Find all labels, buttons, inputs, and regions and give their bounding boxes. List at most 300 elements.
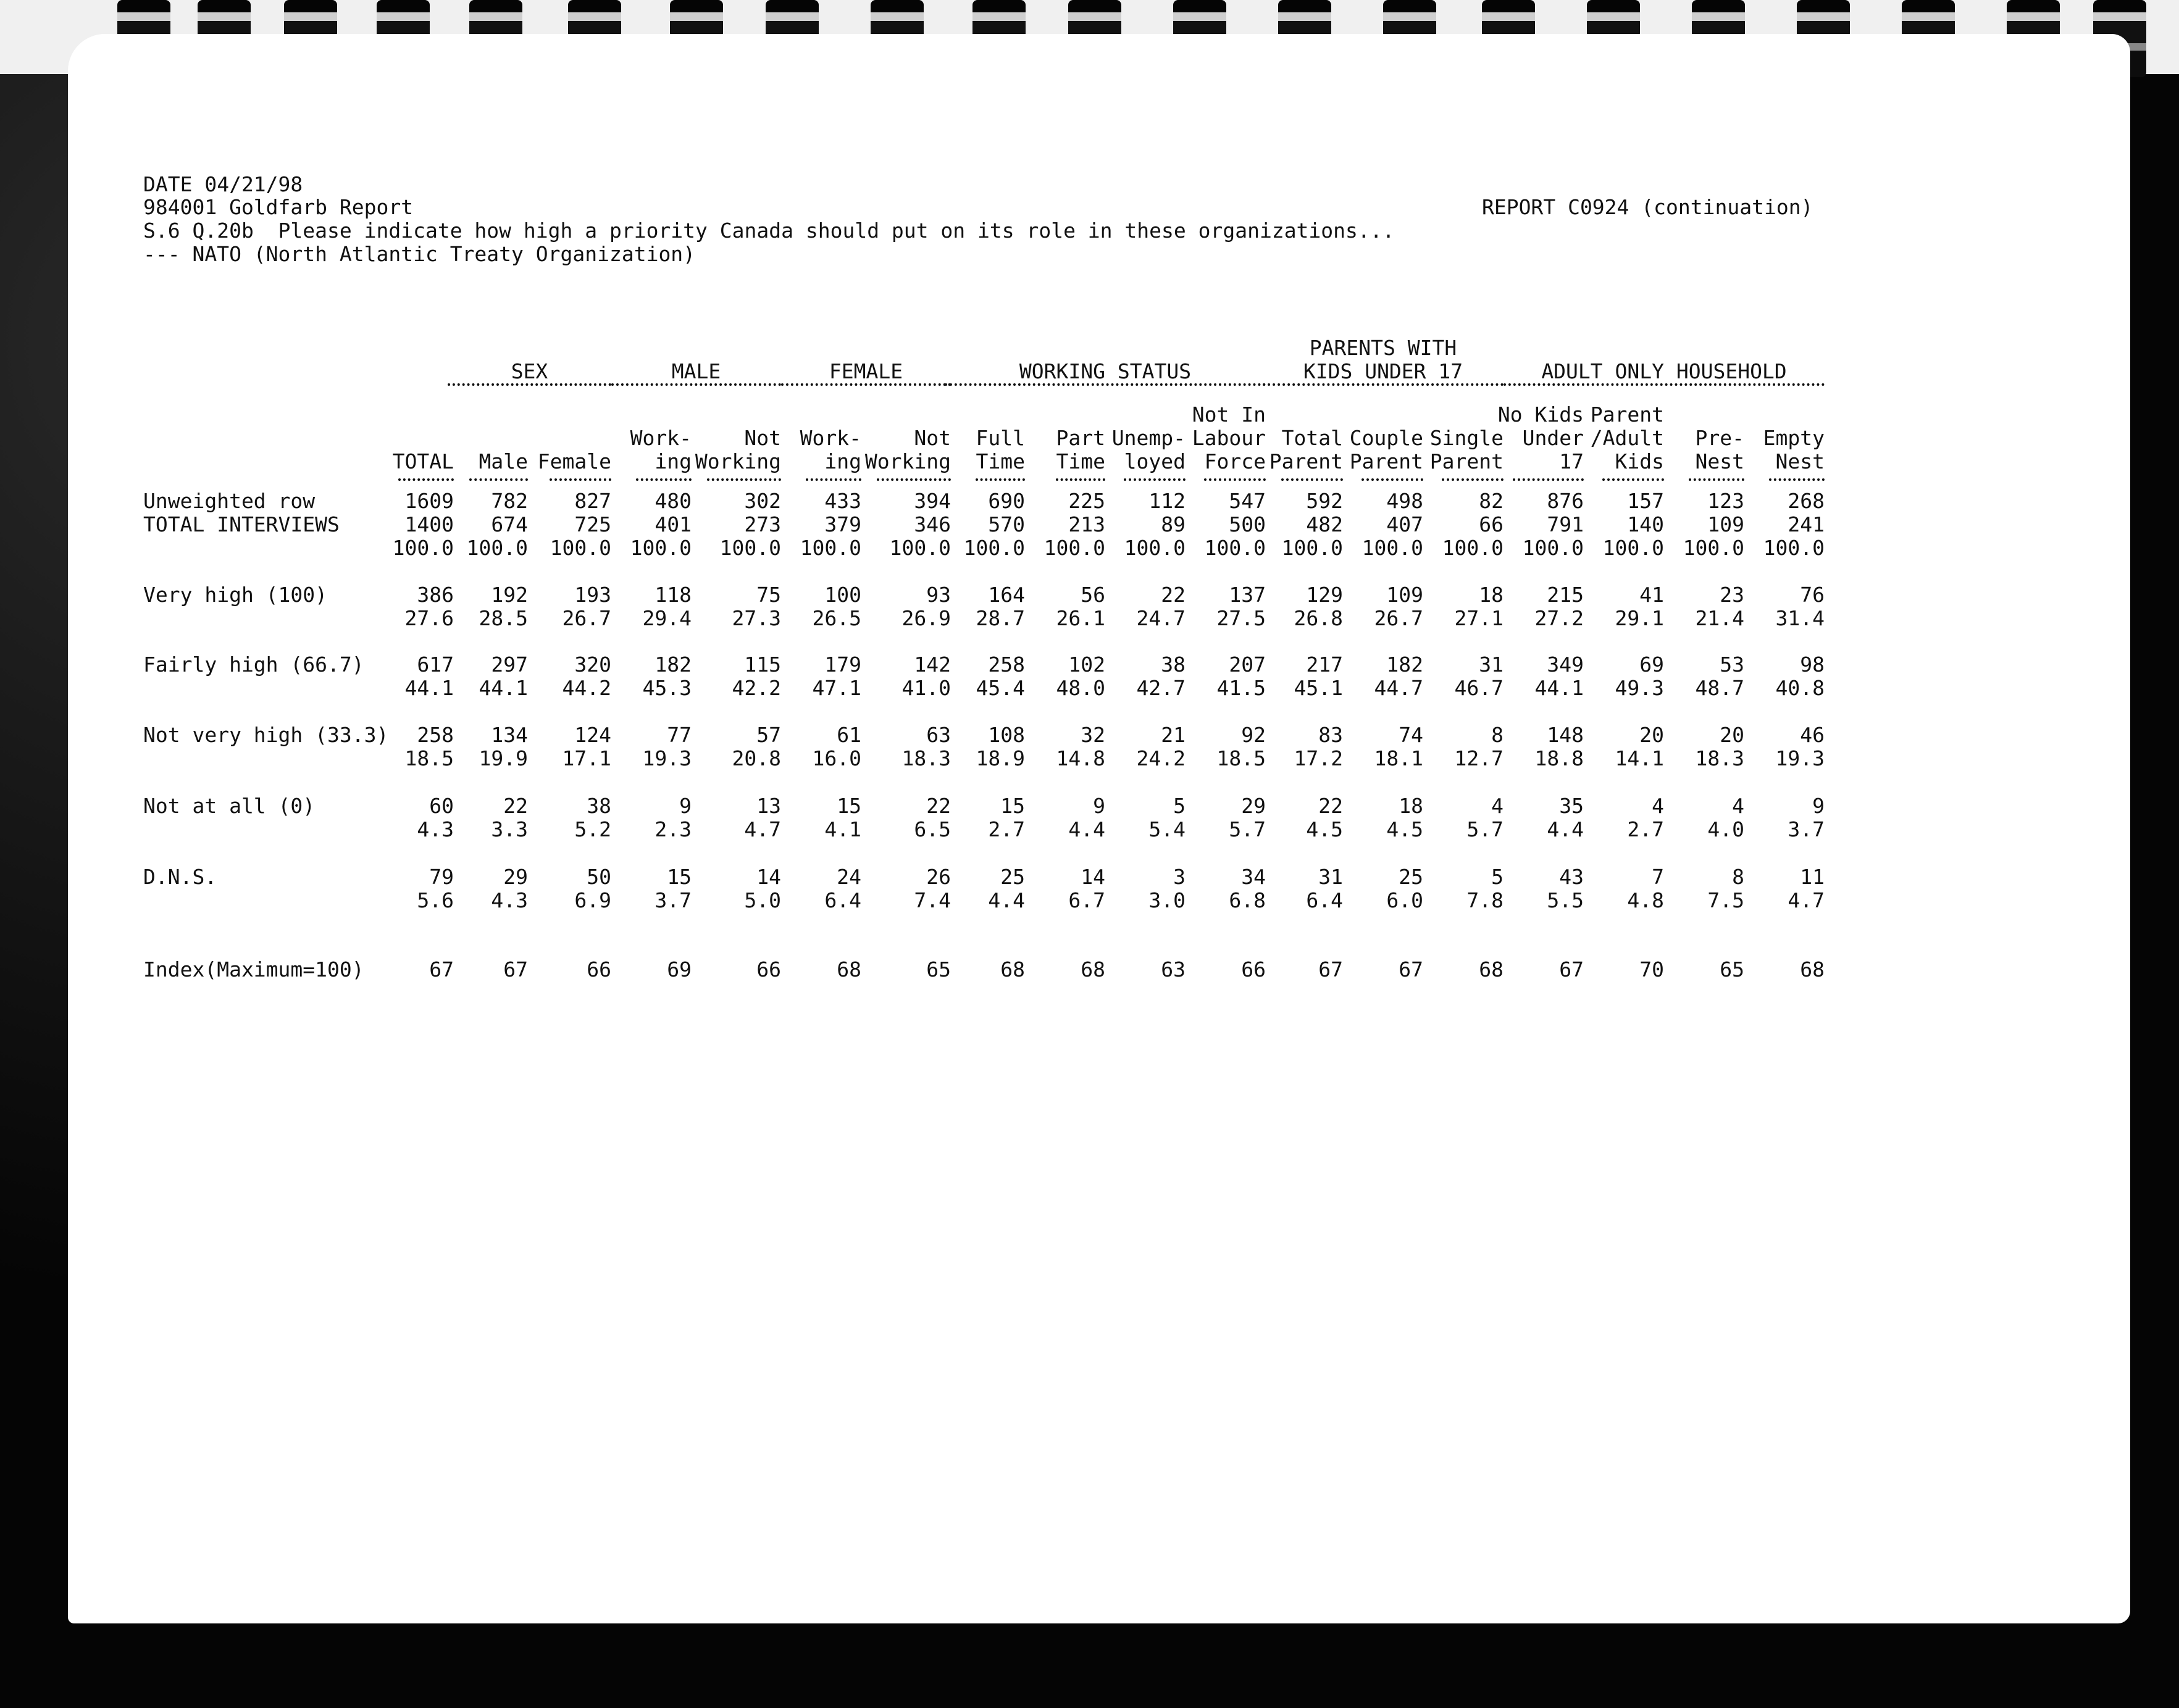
column-header-line: Working bbox=[695, 449, 781, 473]
table-cell: 100.0 bbox=[1361, 536, 1423, 560]
table-cell: 8 bbox=[1732, 865, 1744, 889]
table-cell: 19.9 bbox=[479, 746, 528, 770]
table-cell: 100.0 bbox=[1043, 536, 1105, 560]
table-cell: 27.1 bbox=[1454, 606, 1504, 630]
table-cell: 3 bbox=[1173, 865, 1186, 889]
table-cell: 29.4 bbox=[642, 606, 692, 630]
column-header-line: Full bbox=[976, 426, 1025, 450]
row-label: Not at all (0) bbox=[143, 794, 316, 818]
question-subject: --- NATO (North Atlantic Treaty Organization) bbox=[143, 242, 696, 266]
table-cell: 9 bbox=[679, 794, 692, 818]
table-cell: 9 bbox=[1812, 794, 1825, 818]
table-cell: 100.0 bbox=[550, 536, 611, 560]
table-cell: 4.7 bbox=[1788, 888, 1825, 912]
table-cell: 22 bbox=[926, 794, 951, 818]
table-cell: 394 bbox=[914, 489, 951, 513]
table-cell: 6.9 bbox=[574, 888, 611, 912]
table-cell: 26 bbox=[926, 865, 951, 889]
column-divider bbox=[1769, 478, 1825, 481]
table-cell: 61 bbox=[837, 723, 861, 747]
column-header bbox=[1732, 427, 1825, 473]
table-cell: 67 bbox=[1399, 957, 1423, 981]
column-header bbox=[1491, 403, 1584, 473]
table-cell: 241 bbox=[1788, 512, 1825, 536]
table-cell: 44.7 bbox=[1374, 676, 1423, 700]
column-group-label: FEMALE bbox=[829, 359, 903, 383]
table-cell: 23 bbox=[1720, 583, 1744, 607]
table-cell: 83 bbox=[1318, 723, 1343, 747]
table-cell: 15 bbox=[1000, 794, 1025, 818]
table-cell: 4.3 bbox=[417, 817, 454, 841]
table-cell: 70 bbox=[1639, 957, 1664, 981]
table-cell: 14 bbox=[756, 865, 781, 889]
column-header-line: Work- bbox=[800, 426, 861, 450]
table-cell: 100.0 bbox=[889, 536, 951, 560]
table-cell: 674 bbox=[491, 512, 528, 536]
table-cell: 273 bbox=[744, 512, 781, 536]
table-cell: 4.0 bbox=[1707, 817, 1744, 841]
table-cell: 258 bbox=[417, 723, 454, 747]
table-cell: 12.7 bbox=[1454, 746, 1504, 770]
table-cell: 41.0 bbox=[901, 676, 951, 700]
column-header-line: 17 bbox=[1559, 449, 1584, 473]
column-header bbox=[435, 450, 528, 473]
table-cell: 6.8 bbox=[1229, 888, 1266, 912]
table-cell: 134 bbox=[491, 723, 528, 747]
table-cell: 592 bbox=[1306, 489, 1343, 513]
table-cell: 164 bbox=[988, 583, 1025, 607]
table-cell: 44.2 bbox=[562, 676, 611, 700]
column-group-label: ADULT ONLY HOUSEHOLD bbox=[1541, 359, 1787, 383]
table-cell: 67 bbox=[1559, 957, 1584, 981]
table-cell: 4.7 bbox=[744, 817, 781, 841]
table-cell: 41 bbox=[1639, 583, 1664, 607]
table-cell: 74 bbox=[1399, 723, 1423, 747]
group-divider bbox=[1263, 383, 1504, 386]
table-cell: 108 bbox=[988, 723, 1025, 747]
table-cell: 29 bbox=[503, 865, 528, 889]
table-cell: 725 bbox=[574, 512, 611, 536]
table-cell: 66 bbox=[587, 957, 611, 981]
table-cell: 182 bbox=[1386, 652, 1423, 677]
column-header-line: ing bbox=[655, 449, 692, 473]
table-cell: 20.8 bbox=[732, 746, 781, 770]
table-cell: 75 bbox=[756, 583, 781, 607]
table-cell: 5.7 bbox=[1466, 817, 1504, 841]
table-cell: 13 bbox=[756, 794, 781, 818]
table-cell: 7.4 bbox=[914, 888, 951, 912]
table-cell: 15 bbox=[667, 865, 692, 889]
table-cell: 89 bbox=[1161, 512, 1186, 536]
table-cell: 15 bbox=[837, 794, 861, 818]
column-group-label: PARENTS WITH KIDS UNDER 17 bbox=[1303, 336, 1463, 383]
column-header-line: Under bbox=[1522, 426, 1584, 450]
table-cell: 9 bbox=[1093, 794, 1105, 818]
table-cell: 40.8 bbox=[1775, 676, 1825, 700]
row-label: Unweighted row bbox=[143, 489, 316, 513]
table-cell: 18.5 bbox=[404, 746, 454, 770]
table-cell: 19.3 bbox=[642, 746, 692, 770]
column-header-line: Not bbox=[744, 426, 781, 450]
table-cell: 92 bbox=[1241, 723, 1266, 747]
table-cell: 67 bbox=[1318, 957, 1343, 981]
table-cell: 25 bbox=[1399, 865, 1423, 889]
group-divider bbox=[945, 383, 1266, 386]
column-header-line: /Adult bbox=[1590, 426, 1664, 450]
table-cell: 21 bbox=[1161, 723, 1186, 747]
table-cell: 2.7 bbox=[1627, 817, 1664, 841]
table-cell: 4.1 bbox=[824, 817, 861, 841]
table-cell: 480 bbox=[655, 489, 692, 513]
row-label: D.N.S. bbox=[143, 865, 217, 889]
table-cell: 100.0 bbox=[963, 536, 1025, 560]
table-cell: 225 bbox=[1068, 489, 1105, 513]
table-cell: 68 bbox=[1800, 957, 1825, 981]
table-cell: 7.8 bbox=[1466, 888, 1504, 912]
table-cell: 112 bbox=[1148, 489, 1186, 513]
table-cell: 24 bbox=[837, 865, 861, 889]
column-header-line: Female bbox=[537, 449, 611, 473]
table-cell: 5.4 bbox=[1148, 817, 1186, 841]
table-cell: 38 bbox=[587, 794, 611, 818]
table-cell: 21.4 bbox=[1695, 606, 1744, 630]
table-cell: 18.1 bbox=[1374, 746, 1423, 770]
column-header bbox=[1093, 427, 1186, 473]
table-cell: 6.4 bbox=[1306, 888, 1343, 912]
table-cell: 47.1 bbox=[812, 676, 861, 700]
table-cell: 41.5 bbox=[1216, 676, 1266, 700]
column-header-line: Parent bbox=[1349, 449, 1423, 473]
table-cell: 68 bbox=[1000, 957, 1025, 981]
table-cell: 3.0 bbox=[1148, 888, 1186, 912]
table-cell: 498 bbox=[1386, 489, 1423, 513]
table-cell: 827 bbox=[574, 489, 611, 513]
column-header bbox=[688, 427, 781, 473]
table-cell: 28.5 bbox=[479, 606, 528, 630]
column-divider bbox=[1204, 478, 1266, 481]
column-divider bbox=[806, 478, 861, 481]
table-cell: 42.7 bbox=[1136, 676, 1186, 700]
column-header-line: Kids bbox=[1615, 449, 1664, 473]
group-divider bbox=[1504, 383, 1825, 386]
row-label: Very high (100) bbox=[143, 583, 328, 607]
table-cell: 32 bbox=[1081, 723, 1105, 747]
table-cell: 31 bbox=[1479, 652, 1504, 677]
column-group-label: WORKING STATUS bbox=[1019, 359, 1192, 383]
table-cell: 482 bbox=[1306, 512, 1343, 536]
table-cell: 60 bbox=[429, 794, 454, 818]
table-cell: 137 bbox=[1229, 583, 1266, 607]
question-text: S.6 Q.20b Please indicate how high a priority Canada should put on its role in these organizations... bbox=[143, 219, 1395, 243]
column-divider bbox=[707, 478, 781, 481]
row-label: Index(Maximum=100) bbox=[143, 957, 364, 981]
table-cell: 18.3 bbox=[1695, 746, 1744, 770]
column-header-line: Nest bbox=[1775, 449, 1825, 473]
table-cell: 570 bbox=[988, 512, 1025, 536]
column-header-line: Nest bbox=[1695, 449, 1744, 473]
column-header-line: Time bbox=[976, 449, 1025, 473]
table-cell: 45.4 bbox=[976, 676, 1025, 700]
table-cell: 4.4 bbox=[1547, 817, 1584, 841]
table-cell: 3.7 bbox=[1788, 817, 1825, 841]
column-header bbox=[769, 427, 861, 473]
table-cell: 5.5 bbox=[1547, 888, 1584, 912]
table-cell: 17.2 bbox=[1294, 746, 1343, 770]
table-cell: 44.1 bbox=[1534, 676, 1584, 700]
table-cell: 20 bbox=[1720, 723, 1744, 747]
table-cell: 123 bbox=[1707, 489, 1744, 513]
table-cell: 3.7 bbox=[655, 888, 692, 912]
column-divider bbox=[469, 478, 528, 481]
table-cell: 4 bbox=[1491, 794, 1504, 818]
table-cell: 7 bbox=[1652, 865, 1664, 889]
table-cell: 26.1 bbox=[1056, 606, 1105, 630]
table-cell: 93 bbox=[926, 583, 951, 607]
column-header-line: Force bbox=[1204, 449, 1266, 473]
row-label: TOTAL INTERVIEWS bbox=[143, 512, 340, 536]
table-cell: 4.3 bbox=[491, 888, 528, 912]
table-cell: 100.0 bbox=[1204, 536, 1266, 560]
table-cell: 100.0 bbox=[800, 536, 861, 560]
table-cell: 25 bbox=[1000, 865, 1025, 889]
table-cell: 18 bbox=[1399, 794, 1423, 818]
group-divider bbox=[611, 383, 781, 386]
column-header-line: Total bbox=[1281, 426, 1343, 450]
table-cell: 782 bbox=[491, 489, 528, 513]
table-cell: 42.2 bbox=[732, 676, 781, 700]
table-cell: 4.8 bbox=[1627, 888, 1664, 912]
table-cell: 46.7 bbox=[1454, 676, 1504, 700]
table-cell: 53 bbox=[1720, 652, 1744, 677]
table-cell: 690 bbox=[988, 489, 1025, 513]
table-cell: 63 bbox=[926, 723, 951, 747]
column-group-label: MALE bbox=[671, 359, 721, 383]
table-cell: 56 bbox=[1081, 583, 1105, 607]
column-header bbox=[599, 427, 692, 473]
table-cell: 5.6 bbox=[417, 888, 454, 912]
group-divider bbox=[781, 383, 951, 386]
table-cell: 66 bbox=[1479, 512, 1504, 536]
table-cell: 27.2 bbox=[1534, 606, 1584, 630]
table-cell: 217 bbox=[1306, 652, 1343, 677]
column-divider bbox=[976, 478, 1025, 481]
table-cell: 791 bbox=[1547, 512, 1584, 536]
table-cell: 4.5 bbox=[1386, 817, 1423, 841]
table-cell: 38 bbox=[1161, 652, 1186, 677]
table-cell: 77 bbox=[667, 723, 692, 747]
row-label: Fairly high (66.7) bbox=[143, 652, 364, 677]
table-cell: 45.1 bbox=[1294, 676, 1343, 700]
table-cell: 65 bbox=[1720, 957, 1744, 981]
table-cell: 34 bbox=[1241, 865, 1266, 889]
table-cell: 24.7 bbox=[1136, 606, 1186, 630]
table-cell: 27.5 bbox=[1216, 606, 1266, 630]
table-cell: 26.7 bbox=[562, 606, 611, 630]
table-cell: 100.0 bbox=[1522, 536, 1584, 560]
column-divider bbox=[550, 478, 611, 481]
table-cell: 69 bbox=[1639, 652, 1664, 677]
table-cell: 17.1 bbox=[562, 746, 611, 770]
table-cell: 148 bbox=[1547, 723, 1584, 747]
table-cell: 28.7 bbox=[976, 606, 1025, 630]
table-cell: 2.7 bbox=[988, 817, 1025, 841]
column-header bbox=[1013, 427, 1105, 473]
table-cell: 617 bbox=[417, 652, 454, 677]
table-cell: 3.3 bbox=[491, 817, 528, 841]
table-cell: 124 bbox=[574, 723, 611, 747]
table-cell: 129 bbox=[1306, 583, 1343, 607]
column-divider bbox=[398, 478, 454, 481]
table-cell: 100.0 bbox=[392, 536, 454, 560]
column-header-line: Not In bbox=[1192, 402, 1266, 427]
column-group-label: SEX bbox=[511, 359, 548, 383]
table-cell: 35 bbox=[1559, 794, 1584, 818]
table-cell: 379 bbox=[824, 512, 861, 536]
table-cell: 547 bbox=[1229, 489, 1266, 513]
table-cell: 100.0 bbox=[1442, 536, 1504, 560]
table-cell: 100.0 bbox=[1124, 536, 1186, 560]
table-cell: 69 bbox=[667, 957, 692, 981]
column-header-line: Working bbox=[864, 449, 951, 473]
column-header-line: Male bbox=[479, 449, 528, 473]
table-cell: 67 bbox=[503, 957, 528, 981]
table-cell: 258 bbox=[988, 652, 1025, 677]
table-cell: 68 bbox=[1479, 957, 1504, 981]
table-cell: 44.1 bbox=[479, 676, 528, 700]
table-cell: 57 bbox=[756, 723, 781, 747]
table-cell: 5 bbox=[1491, 865, 1504, 889]
table-cell: 22 bbox=[503, 794, 528, 818]
table-cell: 26.8 bbox=[1294, 606, 1343, 630]
table-cell: 29 bbox=[1241, 794, 1266, 818]
column-divider bbox=[1056, 478, 1105, 481]
table-cell: 157 bbox=[1627, 489, 1664, 513]
table-cell: 22 bbox=[1318, 794, 1343, 818]
table-cell: 27.3 bbox=[732, 606, 781, 630]
table-cell: 6.4 bbox=[824, 888, 861, 912]
table-cell: 109 bbox=[1386, 583, 1423, 607]
column-divider bbox=[877, 478, 951, 481]
column-header-line: Unemp- bbox=[1111, 426, 1186, 450]
table-cell: 140 bbox=[1627, 512, 1664, 536]
table-cell: 11 bbox=[1800, 865, 1825, 889]
column-divider bbox=[1602, 478, 1664, 481]
table-cell: 433 bbox=[824, 489, 861, 513]
table-cell: 4 bbox=[1652, 794, 1664, 818]
report-name: 984001 Goldfarb Report bbox=[143, 195, 414, 219]
column-header-line: Labour bbox=[1192, 426, 1266, 450]
table-cell: 18.5 bbox=[1216, 746, 1266, 770]
table-cell: 193 bbox=[574, 583, 611, 607]
table-cell: 4.4 bbox=[988, 888, 1025, 912]
table-cell: 49.3 bbox=[1615, 676, 1664, 700]
report-page bbox=[68, 34, 2130, 1623]
table-cell: 26.7 bbox=[1374, 606, 1423, 630]
table-cell: 213 bbox=[1068, 512, 1105, 536]
table-cell: 18.9 bbox=[976, 746, 1025, 770]
table-cell: 44.1 bbox=[404, 676, 454, 700]
table-cell: 68 bbox=[1081, 957, 1105, 981]
table-cell: 66 bbox=[756, 957, 781, 981]
table-cell: 27.6 bbox=[404, 606, 454, 630]
table-cell: 100.0 bbox=[630, 536, 692, 560]
row-label: Not very high (33.3) bbox=[143, 723, 389, 747]
table-cell: 102 bbox=[1068, 652, 1105, 677]
table-cell: 18.8 bbox=[1534, 746, 1584, 770]
table-cell: 215 bbox=[1547, 583, 1584, 607]
table-cell: 207 bbox=[1229, 652, 1266, 677]
column-header bbox=[1652, 427, 1744, 473]
table-cell: 43 bbox=[1559, 865, 1584, 889]
table-cell: 6.0 bbox=[1386, 888, 1423, 912]
table-cell: 302 bbox=[744, 489, 781, 513]
table-cell: 26.5 bbox=[812, 606, 861, 630]
table-cell: 115 bbox=[744, 652, 781, 677]
column-header bbox=[1331, 427, 1423, 473]
table-cell: 407 bbox=[1386, 512, 1423, 536]
table-cell: 100.0 bbox=[466, 536, 528, 560]
table-cell: 1400 bbox=[404, 512, 454, 536]
column-header-line: No Kids bbox=[1497, 402, 1584, 427]
column-header-line: Time bbox=[1056, 449, 1105, 473]
table-cell: 179 bbox=[824, 652, 861, 677]
column-divider bbox=[636, 478, 692, 481]
table-cell: 5 bbox=[1173, 794, 1186, 818]
table-cell: 401 bbox=[655, 512, 692, 536]
table-cell: 7.5 bbox=[1707, 888, 1744, 912]
table-cell: 67 bbox=[429, 957, 454, 981]
column-header-line: Parent bbox=[1590, 402, 1664, 427]
column-header bbox=[1571, 403, 1664, 473]
table-cell: 8 bbox=[1491, 723, 1504, 747]
column-header-line: Couple bbox=[1349, 426, 1423, 450]
table-cell: 142 bbox=[914, 652, 951, 677]
table-cell: 109 bbox=[1707, 512, 1744, 536]
table-cell: 4.5 bbox=[1306, 817, 1343, 841]
table-cell: 48.0 bbox=[1056, 676, 1105, 700]
table-cell: 5.2 bbox=[574, 817, 611, 841]
table-cell: 118 bbox=[655, 583, 692, 607]
table-cell: 22 bbox=[1161, 583, 1186, 607]
table-cell: 4 bbox=[1732, 794, 1744, 818]
table-cell: 320 bbox=[574, 652, 611, 677]
column-header-line: Work- bbox=[630, 426, 692, 450]
column-header bbox=[1411, 427, 1504, 473]
table-cell: 98 bbox=[1800, 652, 1825, 677]
table-cell: 14 bbox=[1081, 865, 1105, 889]
report-id: REPORT C0924 (continuation) bbox=[1482, 195, 1813, 219]
table-cell: 5.0 bbox=[744, 888, 781, 912]
column-header-line: Single bbox=[1429, 426, 1504, 450]
table-cell: 16.0 bbox=[812, 746, 861, 770]
table-cell: 386 bbox=[417, 583, 454, 607]
table-cell: 6.5 bbox=[914, 817, 951, 841]
table-cell: 100 bbox=[824, 583, 861, 607]
table-cell: 18 bbox=[1479, 583, 1504, 607]
column-header-line: TOTAL bbox=[392, 449, 454, 473]
column-divider bbox=[1281, 478, 1343, 481]
group-divider bbox=[448, 383, 611, 386]
table-cell: 24.2 bbox=[1136, 746, 1186, 770]
report-document bbox=[68, 34, 2130, 1623]
report-date: DATE 04/21/98 bbox=[143, 172, 303, 196]
table-cell: 182 bbox=[655, 652, 692, 677]
table-cell: 268 bbox=[1788, 489, 1825, 513]
table-cell: 76 bbox=[1800, 583, 1825, 607]
column-divider bbox=[1361, 478, 1423, 481]
table-cell: 31 bbox=[1318, 865, 1343, 889]
column-header bbox=[1250, 427, 1343, 473]
